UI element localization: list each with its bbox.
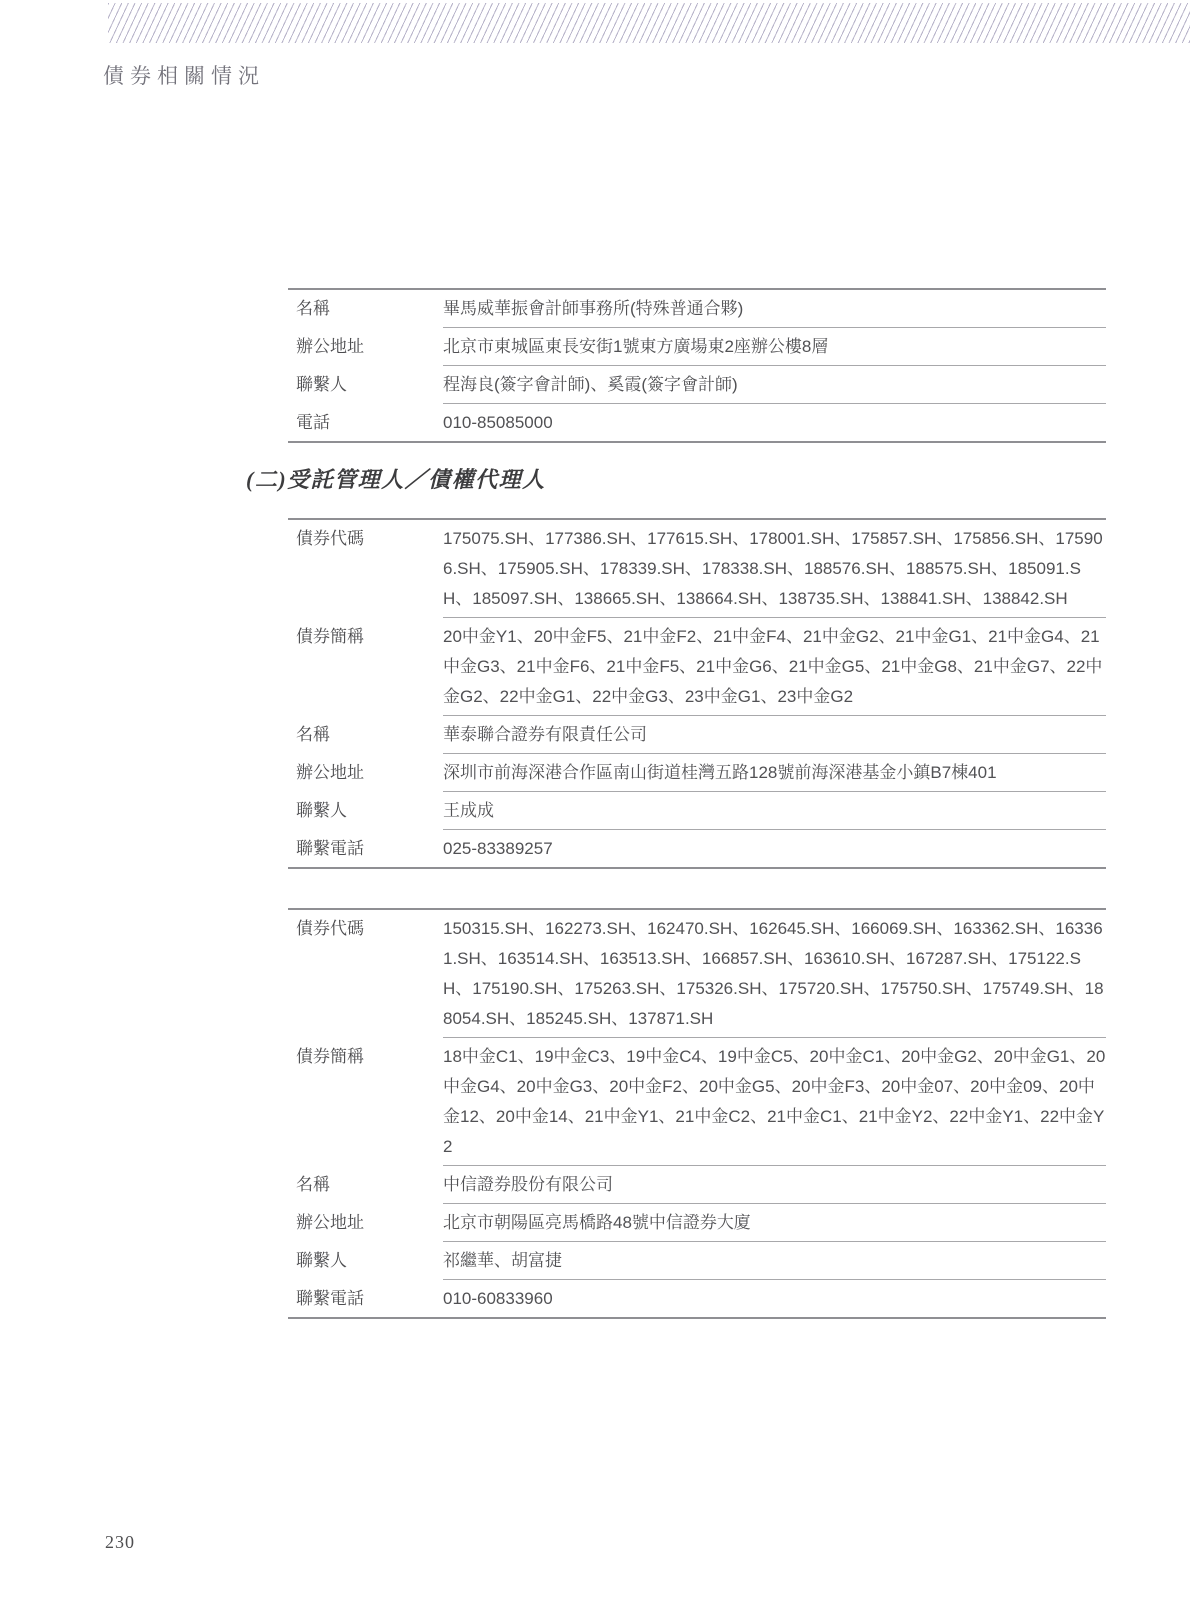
row-label: 債券簡稱 — [296, 1047, 364, 1066]
table-row — [288, 910, 1106, 1038]
table-row — [288, 1280, 1106, 1317]
table-row — [288, 290, 1106, 328]
row-label: 聯繫人 — [296, 1251, 347, 1270]
row-value: 北京市東城區東長安街1號東方廣場東2座辦公樓8層 — [443, 328, 1106, 366]
trustee-info-table-2 — [288, 908, 1106, 1319]
row-value: 18中金C1、19中金C3、19中金C4、19中金C5、20中金C1、20中金G2、20中金G1、20中金G4、20中金G3、20中金F2、20中金G5、20中金F3、20中金07、20中金09、20中金12、20中金14、21中金Y1、21中金C2、21中金C1、21中金Y2、22中金Y1、22中金Y2 — [443, 1038, 1106, 1166]
row-value: 程海良(簽字會計師)、奚霞(簽字會計師) — [443, 366, 1106, 404]
row-value: 王成成 — [443, 792, 1106, 830]
table-row — [288, 404, 1106, 441]
table-row — [288, 1242, 1106, 1280]
row-value: 010-85085000 — [443, 413, 553, 432]
row-value: 祁繼華、胡富捷 — [443, 1242, 1106, 1280]
row-value: 025-83389257 — [443, 839, 553, 858]
table-row — [288, 520, 1106, 618]
row-value: 20中金Y1、20中金F5、21中金F2、21中金F4、21中金G2、21中金G1、21中金G4、21中金G3、21中金F6、21中金F5、21中金G6、21中金G5、21中金G8、21中金G7、22中金G2、22中金G1、22中金G3、23中金G1、23中金G2 — [443, 618, 1106, 716]
row-value: 畢馬威華振會計師事務所(特殊普通合夥) — [443, 290, 1106, 328]
row-label: 辦公地址 — [296, 1213, 364, 1232]
row-label: 債券代碼 — [296, 529, 364, 548]
table-row — [288, 1204, 1106, 1242]
row-label: 電話 — [296, 413, 330, 432]
row-value: 中信證券股份有限公司 — [443, 1166, 1106, 1204]
table-row — [288, 1166, 1106, 1204]
table-row — [288, 366, 1106, 404]
table-row — [288, 1038, 1106, 1166]
table-row — [288, 328, 1106, 366]
row-value: 北京市朝陽區亮馬橋路48號中信證券大廈 — [443, 1204, 1106, 1242]
row-label: 債券簡稱 — [296, 627, 364, 646]
table-row — [288, 792, 1106, 830]
page-number: 230 — [105, 1532, 135, 1552]
accountant-info-table — [288, 288, 1106, 443]
row-value: 深圳市前海深港合作區南山街道桂灣五路128號前海深港基金小鎮B7棟401 — [443, 754, 1106, 792]
row-value: 華泰聯合證券有限責任公司 — [443, 716, 1106, 754]
section-heading: (二)受託管理人／債權代理人 — [246, 467, 546, 492]
table-row — [288, 830, 1106, 867]
row-label: 聯繫人 — [296, 375, 347, 394]
table-row — [288, 754, 1106, 792]
table-row — [288, 618, 1106, 716]
row-label: 債券代碼 — [296, 919, 364, 938]
trustee-info-table-1 — [288, 518, 1106, 869]
row-label: 辦公地址 — [296, 337, 364, 356]
hatch-decoration-band — [108, 3, 1190, 43]
row-label: 聯繫人 — [296, 801, 347, 820]
row-label: 聯繫電話 — [296, 839, 364, 858]
row-label: 辦公地址 — [296, 763, 364, 782]
row-label: 名稱 — [296, 725, 330, 744]
row-label: 名稱 — [296, 1175, 330, 1194]
row-label: 名稱 — [296, 299, 330, 318]
row-value: 150315.SH、162273.SH、162470.SH、162645.SH、166069.SH、163362.SH、163361.SH、163514.SH、163513.SH、166857.SH、163610.SH、167287.SH、175122.SH、175190.SH、175263.SH、175326.SH、175720.SH、175750.SH、175749.SH、188054.SH、185245.SH、137871.SH — [443, 910, 1106, 1038]
table-row — [288, 716, 1106, 754]
row-value: 010-60833960 — [443, 1289, 553, 1308]
row-value: 175075.SH、177386.SH、177615.SH、178001.SH、175857.SH、175856.SH、175906.SH、175905.SH、178339.SH、178338.SH、188576.SH、188575.SH、185091.SH、185097.SH、138665.SH、138664.SH、138735.SH、138841.SH、138842.SH — [443, 520, 1106, 618]
page-title: 債券相關情況 — [103, 64, 265, 88]
row-label: 聯繫電話 — [296, 1289, 364, 1308]
